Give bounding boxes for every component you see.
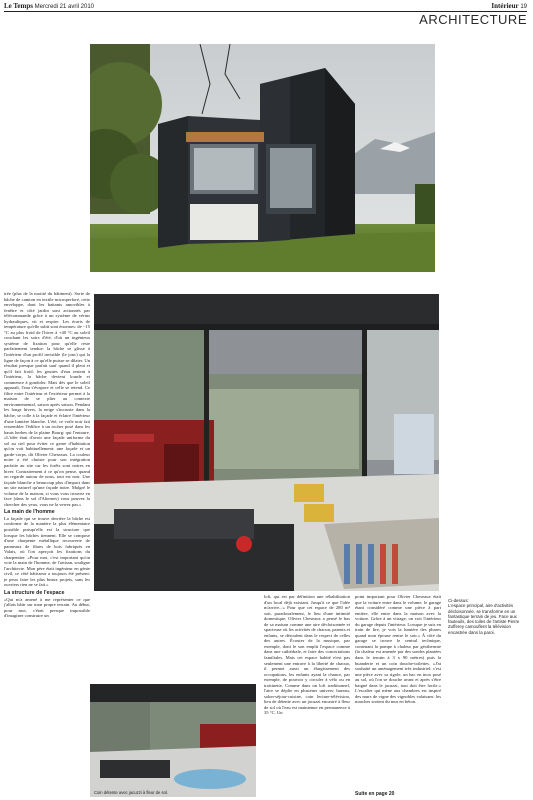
subheading-structure-espace: La structure de l'espace: [4, 589, 65, 596]
caption-interior: [448, 598, 528, 635]
header-left: [4, 2, 94, 10]
photo-interior: [94, 294, 439, 591]
col1-text: trée (plus de la moitié du bâtiment). Sorte de bâche de camion en textile microperforé, cette enveloppe, dont les battants amovibles à fenêtre et côté jardin sont actionnés par télécommande grâce à un système de vérins hydrauliques, vit et respire. Les écarts de température qu'elle subit sont énormes: de −15 °C au plus froid de l'hiver à +40 °C au soleil couchant les soirs d'été, d'où un ingénieux système de fixation pour qu'elle reste parfaitement tendue: la bâche se glisse à l'intérieur d'un profil invisible (le jonc) qui la ligne de façon à ce qu'elle puisse se dilater. Un résultat presque parfait sauf quand il pleut et qu'il fait froid: les gouttes d'eau restent à l'intérieur, la bâche devient lourde et commence à gondoler. Mais dès que le soleil apparaît, l'eau s'évapore et celle se retend. Ce filtre entre l'intérieur et l'extérieur permet à la maison de se plier au contexte environnemental, saison après saison. Pendant les longs hivers, la neige s'incruste dans la bâche, se colle à la façade et éclaire l'intérieur d'une lumière blanche. L'été, ce voile noir fait ressembler l'édifice à un rocher posé dans les hauts herbes de la plaine Bourg: qui l'entoure. «L'idée était d'avoir une façade uniforme du sol au ciel pour éviter ce genre d'habitation qu'on voit habituellement: une façade et un garde-corps, dit Olivier Cheseaux. La couleur noire a été choisie pour son intégration parfaite au site car les forêts sont noires en hiver. Contrairement à ce qu'on pense, quand on regarde autour de nous, tout est noir. Une façade blanche a beaucoup plus d'impact dans un site naturel qu'une façade noire. Malgré le volume de la maison, si vous vous trouvez en face (dans le sol d'Alternes) vous pouvez la chercher des yeux, vous ne la verrez pas.»: [4, 291, 90, 507]
photo-exterior: [90, 44, 435, 272]
interior-loft-illustration: [94, 294, 439, 591]
col1-text-3: «Qui m'a amené à me représenter ce que j'allais bâtir sur mon propre terrain. Au début, pour moi, c'était presque impossible d'imaginer construire un: [4, 596, 90, 619]
caption-jacuzzi: Coin détente avec jacuzzi à fleur de sol.: [94, 790, 169, 795]
header-right: [491, 2, 527, 10]
photo-jacuzzi: [90, 684, 256, 797]
caption-interior-title: Ci-dessus:: [448, 598, 469, 603]
continued-note: Suite en page 20: [355, 791, 395, 797]
article-column-3: [355, 594, 441, 790]
section-title: ARCHITECTURE: [419, 12, 527, 27]
supplement-name: Intérieur: [491, 2, 519, 10]
subheading-main-de-l-homme: La main de l'homme: [4, 509, 55, 516]
jacuzzi-illustration: [90, 684, 256, 797]
article-column-2: [264, 594, 350, 798]
article-column-1: [4, 291, 90, 797]
caption-interior-body: L'espace principal, aire d'activités décloisonnée, se transforme en un fantastique terrain de jeu. Face aux fauteuils, des toiles de l'artiste Pierre Zufferey camouflent la télévision encastrée dans la paroi.: [448, 603, 520, 635]
col3-text: point important pour Olivier Cheseaux était que la voiture entre dans le volume, le garage étant considéré comme une pièce à part entière, elle entre dans la maison avec la voiture. Grâce à un vitrage, on voit l'intérieur du garage depuis l'intérieur. Lorsque je suis en train de lire, je vois la lumière des phares quand mon épouse rentre le soir.» À côté du garage se trouve le central technique, contenant la pompe à chaleur par géothermie (la chaleur est amenée par des sondes plantées dans le terrain à 3 x 90 mètres) puis la buanderie et un coin douche-toilettes. «J'ai souhaité un aménagement très industriel: c'est une pièce avec sa rigole, un bac en inox posé au sol, où l'on se douche avant et après s'être baigné dans le jacuzzi, tout doit être facile.» L'escalier qui mène aux chambres est inspiré des murs de vigne des vignobles valaisans: les marches sortent du mur en béton.: [355, 594, 441, 705]
page-number: 19: [520, 4, 527, 10]
newspaper-name: Le Temps: [4, 2, 33, 10]
col2-text: loft, qui est par définition une réhabilitation d'un local déjà existant. Jusqu'à ce que l'idée m'arrive...» Pour que cet espace de 280 m² soit, paradoxalement, le lieu d'une intimité domestique, Olivier Cheseaux a pensé le bas de sa maison comme une aire décloisonnée et spacieuse où les activités de chacun, parents et enfants, se déroulent dans le respect de celles des autres. Écouter de la musique, par exemple, dont le son emplit l'espace comme dans une cathédrale, et faire des concertations familiales. Mais cet espace habité n'est pas seulement une entrave à la liberté de chacun, il permet aussi un élargissement des occupations, les enfants ayant la chance, par exemple, de pouvoir y circuler à vélo ou en trottinette. Comme dans un loft traditionnel, l'aire se déplie en plusieurs univers: bureau, salon-séjour-cuisine, coin lecture-télévision, lieu de détente avec un jacuzzi encastré à fleur de sol où l'eau est maintenue en permanence à 35 °C. Un: [264, 594, 350, 716]
col1-text-2: La façade qui se trouve derrière la bâche est conforme de la manière la plus élémentaire possible puisqu'elle est la structure que lorsque les bâches tiennent. Elle se compose d'une charpente métallique recouverte de panneaux de fibres de bois fabriqués en Valais, où l'on aperçoit les fixations du charpentier. «Pour moi, c'est important qu'on voie la main de l'homme, de l'artisan, souligne l'architecte. Mon père était ingénieur en génie civil, ce côté bâtisseur a toujours été présent: je peux faire les plus beaux projets, sans les ouvriers rien ne se fait.»: [4, 515, 90, 588]
issue-date: Mercredi 21 avril 2010: [34, 4, 95, 10]
exterior-house-illustration: [90, 44, 435, 272]
